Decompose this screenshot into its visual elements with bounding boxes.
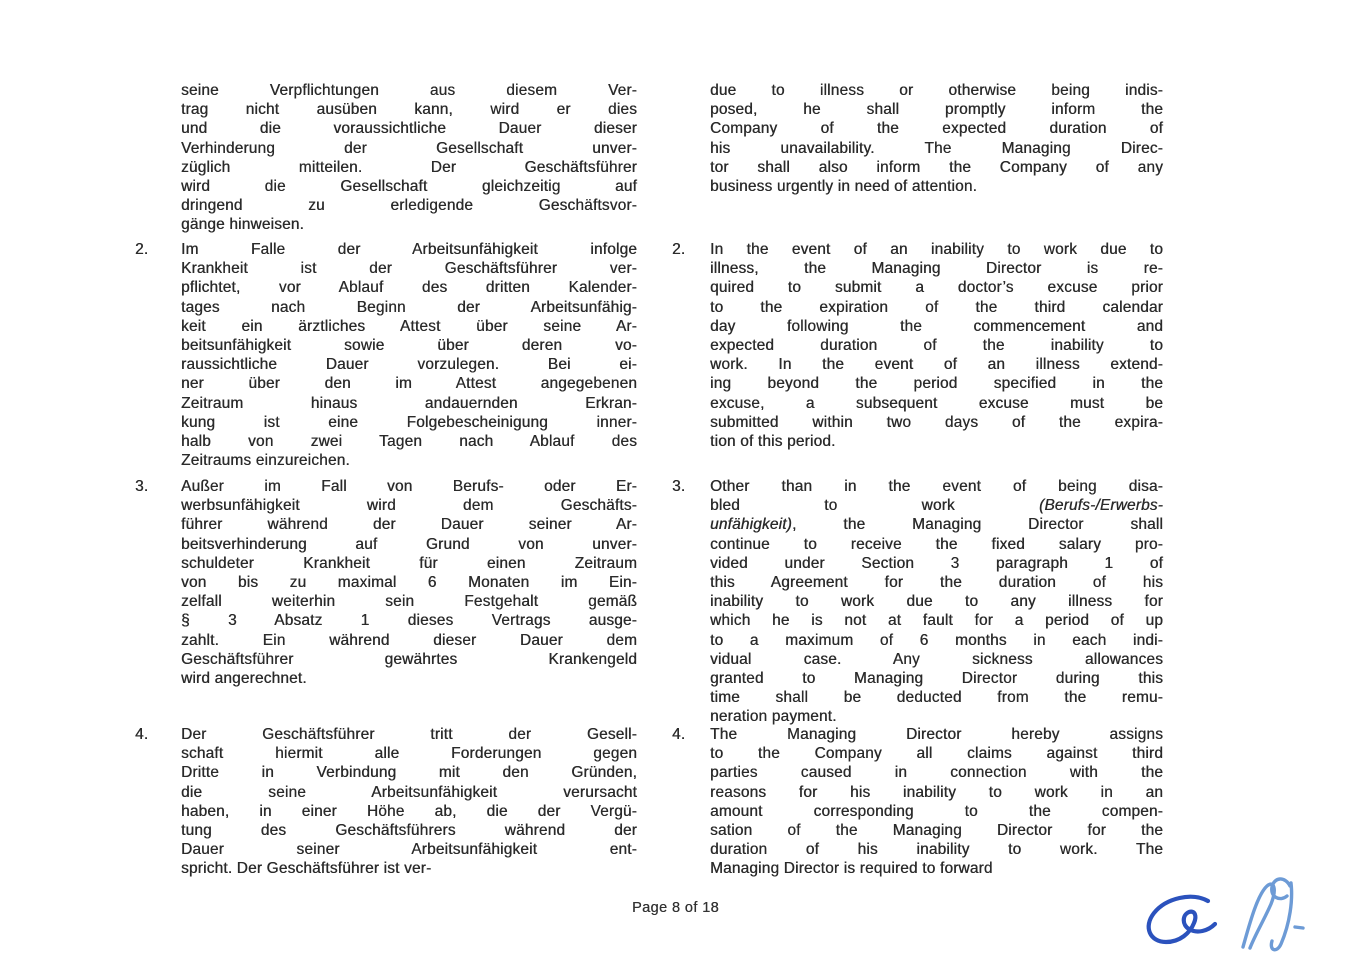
handwritten-initials [1140,865,1340,960]
text-line: Krankheit ist der Geschäftsführer ver- [181,260,637,278]
text-line: Zeitraums einzureichen. [181,452,350,470]
text-line: Im Falle der Arbeitsunfähigkeit infolge [181,241,637,258]
text-line: Geschäftsführer gewährtes Krankengeld [181,650,637,668]
item-number: 2. [135,241,149,258]
paragraph-text [710,240,1163,451]
text-line: illness, the Managing Director is re- [710,260,1163,278]
paragraph-text [181,725,637,879]
text-line: züglich mitteilen. Der Geschäftsführer [181,158,637,176]
text-line: Der Geschäftsführer tritt der Gesell- [181,726,637,743]
item-number: 2. [672,241,686,258]
paragraph-english [672,477,1163,727]
initials-left-stroke [1149,897,1215,942]
text-line: time shall be deducted from the remu- [710,689,1163,707]
text-line: spricht. Der Geschäftsführer ist ver- [181,860,432,878]
paragraph-german [135,477,637,727]
text-line: zelfall weiterhin sein Festgehalt gemäß [181,593,637,611]
text-line: ing beyond the period specified in the [710,375,1163,393]
text-line: to the expiration of the third calendar [710,298,1163,316]
text-line: Company of the expected duration of [710,120,1163,138]
paragraph-text [710,477,1163,727]
signature-area [1140,865,1340,960]
text-line: inability to work due to any illness for [710,593,1163,611]
text-line: business urgently in need of attention. [710,178,978,196]
text-line: to a maximum of 6 months in each indi- [710,631,1163,649]
text-line: pflichtet, vor Ablauf des dritten Kalender- [181,279,637,297]
item-number: 3. [672,478,686,495]
text-line: beitsunfähigkeit sowie über deren vo- [181,337,637,355]
text-line: vidual case. Any sickness allowances [710,650,1163,668]
text-line: haben, in einer Höhe ab, die der Vergü- [181,802,637,820]
paragraph-text [181,81,637,235]
text-line: halb von zwei Tagen nach Ablauf des [181,433,637,451]
text-line: tor shall also inform the Company of any [710,158,1163,176]
text-line: wird die Gesellschaft gleichzeitig auf [181,178,637,196]
initials-right-loop [1243,884,1274,948]
text-line: reasons for his inability to work in an [710,783,1163,801]
text-line: § 3 Absatz 1 dieses Vertrags ausge- [181,612,637,630]
text-line: Other than in the event of being disa- [710,478,1163,495]
paragraph-text [181,477,637,688]
text-line: Zeitraum hinaus andauernden Erkran- [181,394,637,412]
paragraph-english [672,81,1163,235]
text-line: duration of his inability to work. The [710,841,1163,859]
contract-item-row [135,240,1163,470]
text-line: schaft hiermit alle Forderungen gegen [181,745,637,763]
text-line: Managing Director is required to forward [710,860,993,878]
paragraph-text [710,81,1163,196]
text-line: this Agreement for the duration of his [710,574,1163,592]
text-line: quired to submit a doctor’s excuse prior [710,279,1163,297]
item-number: 4. [672,726,686,743]
text-line: his unavailability. The Managing Direc- [710,139,1163,157]
text-line: dringend zu erledigende Geschäftsvor- [181,197,637,215]
initials-right-dash [1295,927,1303,928]
text-line: which he is not at fault for a period of up [710,612,1163,630]
text-line: unfähigkeit), the Managing Director shall [710,516,1163,534]
text-line: die seine Arbeitsunfähigkeit verursacht [181,783,637,801]
text-line: The Managing Director hereby assigns [710,726,1163,743]
text-line: seine Verpflichtungen aus diesem Ver- [181,82,637,99]
text-line: von bis zu maximal 6 Monaten im Ein- [181,574,637,592]
text-line: neration payment. [710,708,837,726]
text-line: tion of this period. [710,433,836,451]
text-line: continue to receive the fixed salary pro- [710,535,1163,553]
contract-item-row [135,725,1163,879]
text-line: granted to Managing Director during this [710,670,1163,688]
item-number: 4. [135,726,149,743]
paragraph-text [181,240,637,470]
paragraph-german [135,725,637,879]
text-line: wird angerechnet. [181,670,307,688]
text-line: beitsverhinderung auf Grund von unver- [181,535,637,553]
text-line: due to illness or otherwise being indis- [710,82,1163,99]
text-line: excuse, a subsequent excuse must be [710,394,1163,412]
text-line: Dritte in Verbindung mit den Gründen, [181,764,637,782]
text-line: trag nicht ausüben kann, wird er dies [181,101,637,119]
text-line: work. In the event of an illness extend- [710,356,1163,374]
paragraph-english [672,725,1163,879]
text-line: und die voraussichtliche Dauer dieser [181,120,637,138]
paragraph-german [135,240,637,470]
text-line: zahlt. Ein während dieser Dauer dem [181,631,637,649]
text-line: parties caused in connection with the [710,764,1163,782]
text-line: day following the commencement and [710,317,1163,335]
text-line: tages nach Beginn der Arbeitsunfähig- [181,298,637,316]
page-number: Page 8 of 18 [631,900,720,916]
text-line: submitted within two days of the expira- [710,413,1163,431]
text-line: schuldeter Krankheit für einen Zeitraum [181,554,637,572]
text-line: Dauer seiner Arbeitsunfähigkeit ent- [181,841,637,859]
text-line: In the event of an inability to work due to [710,241,1163,258]
paragraph-german [135,81,637,235]
text-line: to the Company all claims against third [710,745,1163,763]
contract-item-row [135,81,1163,235]
text-line: expected duration of the inability to [710,337,1163,355]
text-line: vided under Section 3 paragraph 1 of [710,554,1163,572]
text-line: tung des Geschäftsführers während der [181,822,637,840]
paragraph-english [672,240,1163,470]
text-line: bled to work (Berufs-/Erwerbs- [710,497,1163,515]
item-number: 3. [135,478,149,495]
text-line: werbsunfähigkeit wird dem Geschäfts- [181,497,637,515]
text-line: raussichtliche Dauer vorzulegen. Bei ei- [181,356,637,374]
text-line: posed, he shall promptly inform the [710,101,1163,119]
text-line: amount corresponding to the compen- [710,802,1163,820]
text-line: gänge hinweisen. [181,216,304,234]
paragraph-text [710,725,1163,879]
text-line: führer während der Dauer seiner Ar- [181,516,637,534]
text-line: ner über den im Attest angegebenen [181,375,637,393]
text-line: kung ist eine Folgebescheinigung inner- [181,413,637,431]
text-line: Außer im Fall von Berufs- oder Er- [181,478,637,495]
text-line: keit ein ärztliches Attest über seine Ar- [181,317,637,335]
text-line: Verhinderung der Gesellschaft unver- [181,139,637,157]
text-line: sation of the Managing Director for the [710,822,1163,840]
contract-item-row [135,477,1163,727]
